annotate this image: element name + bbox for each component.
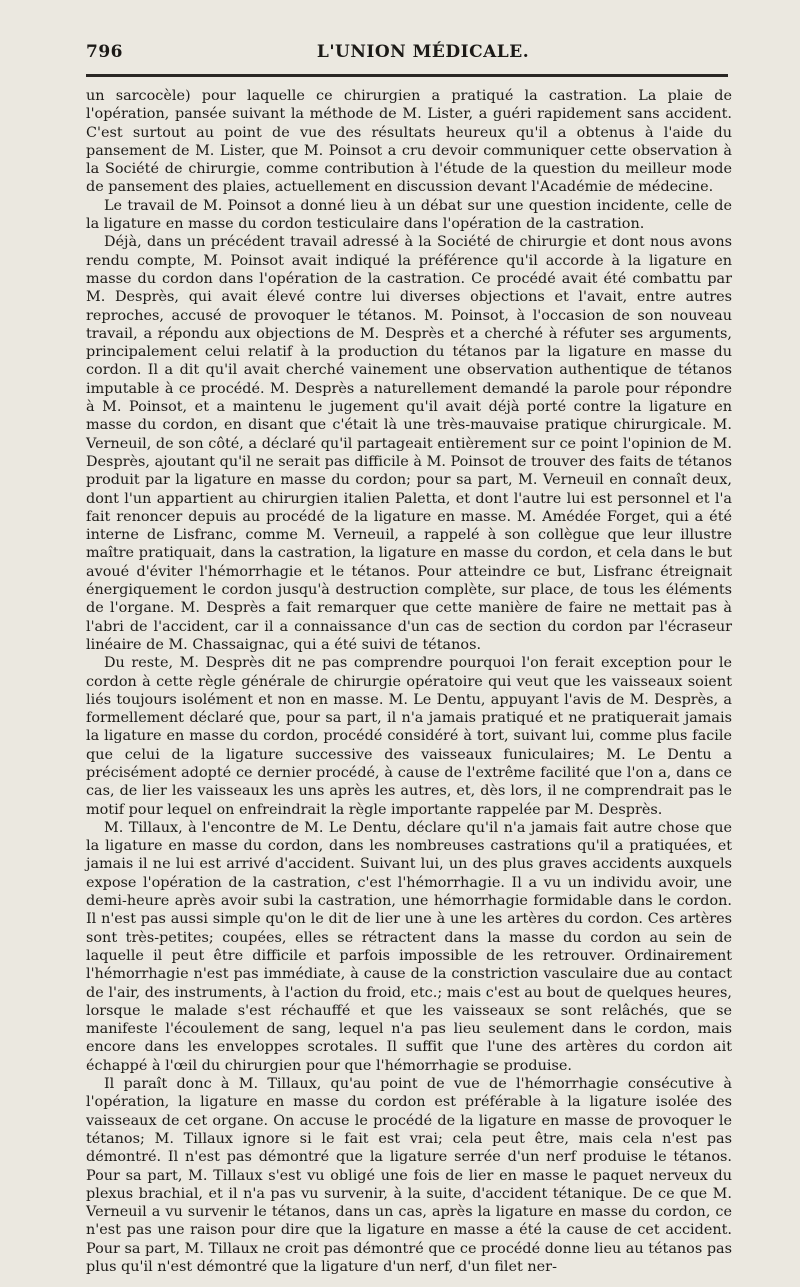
article-body — [86, 87, 732, 1276]
paragraph-continuation: un sarcocèle) pour laquelle ce chirurgien a pratiqué la castration. La plaie de l'opération, pansée suivant la méthode de M. Lister, a guéri rapidement sans accident. C'est surtout au point de vue des résultats heureux qu'il a obtenus à l'aide du pansement de M. Lister, que M. Poinsot a cru devoir communiquer cette observation à la Société de chirurgie, comme contribution à l'étude de la question du meilleur mode de pansement des plaies, actuellement en discussion devant l'Académie de médecine. — [86, 88, 732, 196]
journal-title: L'UNION MÉDICALE. — [316, 42, 530, 62]
paragraph-le-dentu: Du reste, M. Desprès dit ne pas comprendre pourquoi l'on ferait exception pour le cordon à cette règle générale de chirurgie opératoire qui veut que les vaisseaux soient liés toujours isolément et non en masse. M. Le Dentu, appuyant l'avis de M. Desprès, a formellement déclaré que, pour sa part, il n'a jamais pratiqué et ne pratiquerait jamais la ligature en masse du cordon, procédé considéré à tort, suivant lui, comme plus facile que celui de la ligature successive des vaisseaux funiculaires; M. Le Dentu a précisément adopté ce dernier procédé, à cause de l'extrême facilité que l'on a, dans ce cas, de lier les vaisseaux les uns après les autres, et, dès lors, il ne comprendrait pas le motif pour lequel on enfreindrait la règle importante rappelée par M. Desprès. — [86, 655, 732, 818]
running-head — [86, 42, 730, 70]
paragraph-poinsot-debate: Le travail de M. Poinsot a donné lieu à un débat sur une question incidente, celle de la ligature en masse du cordon testiculaire dans l'opération de la castration. — [86, 197, 732, 233]
paragraph-tillaux-hemorrhage: M. Tillaux, à l'encontre de M. Le Dentu, déclare qu'il n'a jamais fait autre chose que la ligature en masse du cordon, dans les nombreuses castrations qu'il a pratiquées, et jamais il ne lui est arrivé d'accident. Suivant lui, un des plus graves accidents auxquels expose l'opération de la castration, c'est l'hémorrhagie. Il a vu un individu avoir, une demi-heure après avoir subi la castration, une hémorrhagie formidable dans le cordon. Il n'est pas aussi simple qu'on le dit de lier une à une les artères du cordon. Ces artères sont très-petites; coupées, elles se rétractent dans la masse du cordon au sein de laquelle il peut être difficile et parfois impossible de les retrouver. Ordinairement l'hémorrhagie n'est pas immédiate, à cause de la constriction vasculaire due au contact de l'air, des instruments, à l'action du froid, etc.; mais c'est au bout de quelques heures, lorsque le malade s'est réchauffé et que les vaisseaux se sont relâchés, que se manifeste l'écoulement de sang, lequel n'a pas lieu seulement dans le cordon, mais encore dans les enveloppes scrotales. Il suffit que l'une des artères du cordon ait échappé à l'œil du chirurgien pour que l'hémorrhagie se produise. — [86, 819, 732, 1074]
paragraph-tillaux-tetanus: Il paraît donc à M. Tillaux, qu'au point de vue de l'hémorrhagie consécutive à l'opération, la ligature en masse du cordon est préférable à la ligature isolée des vaisseaux de cet organe. On accuse le procédé de la ligature en masse de provoquer le tétanos; M. Tillaux ignore si le fait est vrai; cela peut être, mais cela n'est pas démontré. Il n'est pas démontré que la ligature serrée d'un nerf produise le tétanos. Pour sa part, M. Tillaux s'est vu obligé une fois de lier en masse le paquet nerveux du plexus brachial, et il n'a pas vu survenir, à la suite, d'accident tétanique. De ce que M. Verneuil a vu survenir le tétanos, dans un cas, après la ligature en masse du cordon, ce n'est pas une raison pour dire que la ligature en masse a été la cause de cet accident. Pour sa part, M. Tillaux ne croit pas démontré que ce procédé donne lieu au tétanos pas plus qu'il n'est démontré que la ligature d'un nerf, d'un filet ner- — [86, 1076, 732, 1275]
header-rule — [86, 74, 728, 77]
paragraph-despres-verneuil: Déjà, dans un précédent travail adressé à la Société de chirurgie et dont nous avons rendu compte, M. Poinsot avait indiqué la préférence qu'il accorde à la ligature en masse du cordon dans l'opération de la castration. Ce procédé avait été combattu par M. Desprès, qui avait élevé contre lui diverses objections et l'avait, entre autres reproches, accusé de provoquer le tétanos. M. Poinsot, à l'occasion de son nouveau travail, a répondu aux objections de M. Desprès et a cherché à réfuter ses arguments, principalement celui relatif à la production du tétanos par la ligature en masse du cordon. Il a dit qu'il avait cherché vainement une observation authentique de tétanos imputable à ce procédé. M. Desprès a naturellement demandé la parole pour répondre à M. Poinsot, et a maintenu le jugement qu'il avait déjà porté contre la ligature en masse du cordon, en disant que c'était là une très-mauvaise pratique chirurgicale. M. Verneuil, de son côté, a déclaré qu'il partageait entièrement sur ce point l'opinion de M. Desprès, ajoutant qu'il ne serait pas difficile à M. Poinsot de trouver des faits de tétanos produit par la ligature en masse du cordon; pour sa part, M. Verneuil en connaît deux, dont l'un appartient au chirurgien italien Paletta, et dont l'autre lui est personnel et l'a fait renoncer depuis au procédé de la ligature en masse. M. Amédée Forget, qui a été interne de Lisfranc, comme M. Verneuil, a rappelé à son collègue que leur illustre maître pratiquait, dans la castration, la ligature en masse du cordon, et cela dans le but avoué d'éviter l'hémorrhagie et le tétanos. Pour atteindre ce but, Lisfranc étreignait énergiquement le cordon jusqu'à destruction complète, sur place, de tous les éléments de l'organe. M. Desprès a fait remarquer que cette manière de faire ne mettait pas à l'abri de l'accident, car il a connaissance d'un cas de section du cordon par l'écraseur linéaire de M. Chassaignac, qui a été suivi de tétanos. — [86, 234, 732, 653]
page-number: 796 — [86, 42, 123, 62]
